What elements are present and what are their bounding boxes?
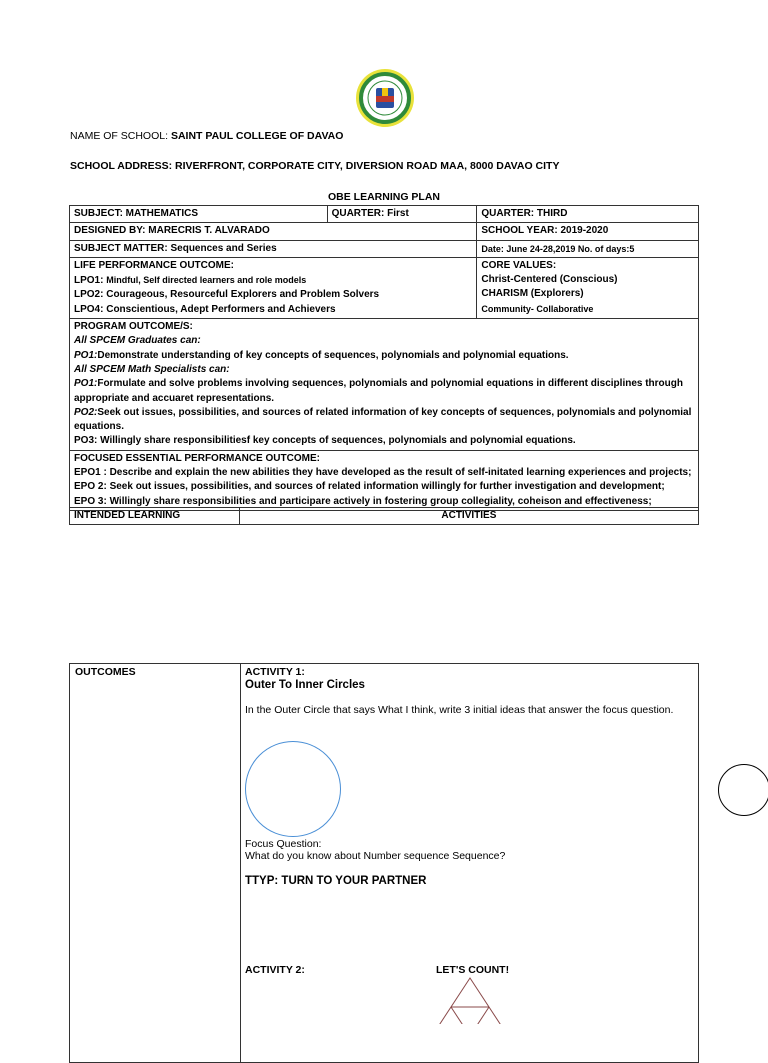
po1a-label: PO1:	[74, 349, 98, 361]
table-row	[70, 319, 699, 451]
po2-line	[74, 406, 694, 435]
table-row	[70, 206, 699, 223]
lpo-title: LIFE PERFORMANCE OUTCOME:	[74, 259, 234, 271]
table-row	[70, 508, 699, 525]
date-cell: Date: June 24-28,2019 No. of days:5	[477, 240, 699, 257]
epo-title: FOCUSED ESSENTIAL PERFORMANCE OUTCOME:	[74, 452, 320, 464]
quarter-first-cell: QUARTER: First	[327, 206, 477, 223]
core-values-title: CORE VALUES:	[481, 259, 557, 271]
intended-learning-header: INTENDED LEARNING	[70, 508, 240, 525]
table-row	[70, 240, 699, 257]
po-title: PROGRAM OUTCOME/S:	[74, 321, 193, 333]
subject-matter-cell: SUBJECT MATTER: Sequences and Series	[70, 240, 477, 257]
table-row	[70, 450, 699, 510]
epo1-line: EPO1 : Describe and explain the new abilities they have developed as the result of self-initated learning experiences and projects;	[74, 467, 692, 479]
po1b-line	[74, 377, 694, 406]
focus-question-text: What do you know about Number sequence Sequence?	[245, 850, 506, 862]
epo3-line: EPO 3: Willingly share responsibilities and participare actively in fostering group collegiality, coheison and effectiveness;	[74, 495, 652, 507]
po2-label: PO2:	[74, 406, 98, 418]
activity1-label: ACTIVITY 1:	[245, 666, 305, 678]
circle-shape	[718, 764, 768, 816]
activity1-title: Outer To Inner Circles	[245, 679, 365, 691]
po1a-text: Demonstrate understanding of key concepts of sequences, polynomials and polynomial equations.	[97, 349, 569, 361]
school-seal-logo	[352, 68, 418, 128]
lpo1-label: LPO1:	[74, 275, 104, 287]
obe-plan-table	[69, 205, 699, 511]
po3-line: PO3: Willingly share responsibilitiesf key concepts of sequences, polynomials and polynomial equations.	[74, 435, 576, 447]
school-name-label: NAME OF SCHOOL:	[70, 130, 169, 142]
triangle-figure	[430, 976, 510, 1024]
activities-header: ACTIVITIES	[239, 508, 698, 525]
po1a-line	[74, 349, 694, 363]
core-value-1: Christ-Centered (Conscious)	[481, 274, 618, 286]
school-address-label: SCHOOL ADDRESS:	[70, 160, 173, 172]
school-year-cell: SCHOOL YEAR: 2019-2020	[477, 223, 699, 240]
po-grad-heading: All SPCEM Graduates can:	[74, 335, 201, 347]
core-values-cell	[477, 257, 699, 318]
activities-table	[69, 663, 699, 1063]
outer-circle-drawing	[245, 741, 341, 837]
table-row	[70, 223, 699, 240]
epo-cell	[70, 450, 699, 510]
school-name-line	[70, 130, 343, 142]
core-value-2: CHARISM (Explorers)	[481, 288, 584, 300]
lpo1-line	[74, 273, 472, 288]
activity2-label: ACTIVITY 2:	[245, 964, 305, 976]
ttyp-heading: TTYP: TURN TO YOUR PARTNER	[245, 875, 427, 887]
activity1-instructions: In the Outer Circle that says What I think, write 3 initial ideas that answer the focus question.	[245, 704, 674, 716]
table-row	[70, 257, 699, 318]
subject-cell: SUBJECT: MATHEMATICS	[70, 206, 328, 223]
lpo1-text: Mindful, Self directed learners and role models	[106, 275, 307, 286]
epo2-line: EPO 2: Seek out issues, possibilities, and sources of related information willingly for further investigation and development;	[74, 481, 665, 493]
po-math-heading: All SPCEM Math Specialists can:	[74, 363, 230, 375]
school-address-line	[70, 160, 559, 172]
lets-count-heading: LET'S COUNT!	[436, 964, 510, 976]
school-name: SAINT PAUL COLLEGE OF DAVAO	[170, 130, 344, 142]
column-divider	[240, 664, 241, 1062]
school-address: RIVERFRONT, CORPORATE CITY, DIVERSION ROAD MAA, 8000 DAVAO CITY	[175, 160, 560, 172]
lpo2-line: LPO2: Courageous, Resourceful Explorers and Problem Solvers	[74, 289, 380, 301]
program-outcome-cell	[70, 319, 699, 451]
intended-learning-table	[69, 507, 699, 525]
focus-question-label: Focus Question:	[245, 838, 322, 850]
po1b-text: Formulate and solve problems involving sequences, polynomials and polynomial equations in different disciplines through appropriate and accuaret representations.	[74, 378, 683, 404]
po2-text: Seek out issues, possibilities, and sources of related information of key concepts of sequences, polynomials and polynomial equations.	[74, 406, 692, 433]
quarter-third-cell: QUARTER: THIRD	[477, 206, 699, 223]
lpo4-line: LPO4: Conscientious, Adept Performers and Achievers	[74, 303, 336, 315]
designed-by-cell: DESIGNED BY: MARECRIS T. ALVARADO	[70, 223, 477, 240]
plan-title: OBE LEARNING PLAN	[327, 191, 440, 203]
lpo-cell	[70, 257, 477, 318]
po1b-label: PO1:	[74, 378, 98, 390]
outcomes-header: OUTCOMES	[75, 666, 136, 678]
core-value-3: Community- Collaborative	[481, 303, 594, 314]
